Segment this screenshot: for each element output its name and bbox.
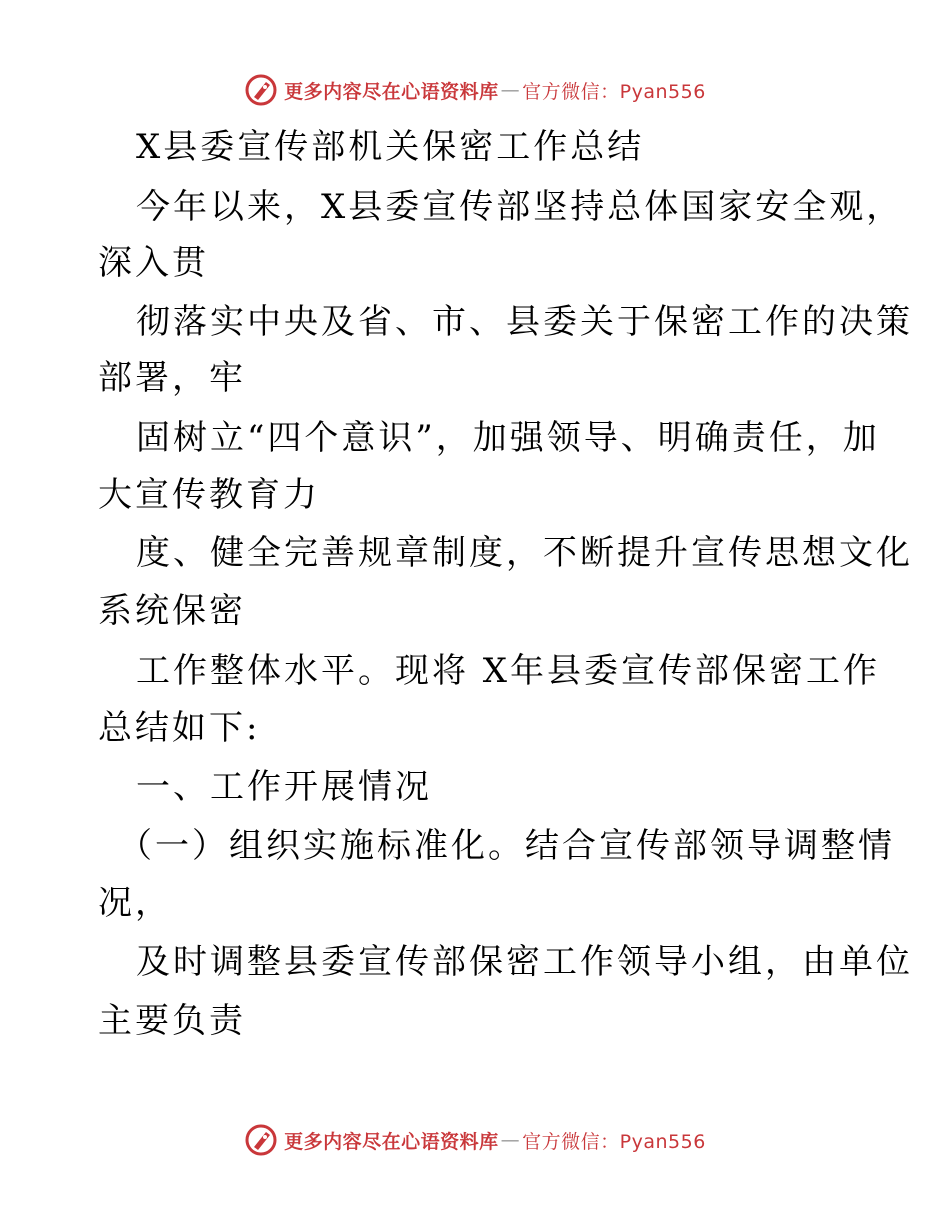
paragraph-line: 系统保密 [98, 591, 246, 631]
document-title: X县委宣传部机关保密工作总结 [136, 127, 645, 167]
section-heading: 一、工作开展情况 [136, 767, 432, 807]
paragraph-line: 况， [98, 883, 172, 923]
watermark-sub-text: 官方微信：Pyan556 [522, 1130, 706, 1153]
paragraph-line: 工作整体水平。现将 X年县委宣传部保密工作 [136, 651, 881, 691]
watermark-dash: — [500, 1129, 521, 1151]
paragraph-line: 部署，牢 [98, 358, 246, 398]
paragraph-line: 总结如下: [98, 708, 261, 748]
paragraph-line: 度、健全完善规章制度，不断提升宣传思想文化 [136, 533, 913, 573]
pen-nib-logo-icon [244, 1123, 278, 1157]
paragraph-line: 主要负责 [98, 1001, 246, 1041]
paragraph-line: 大宣传教育力 [98, 475, 320, 515]
subsection-line: （一）组织实施标准化。结合宣传部领导调整情 [118, 826, 895, 866]
paragraph-line: 固树立“四个意识”，加强领导、明确责任，加 [136, 418, 880, 458]
footer-watermark [0, 1120, 950, 1160]
watermark-main-text: 更多内容尽在心语资料库 [284, 1130, 499, 1153]
watermark-main-text: 更多内容尽在心语资料库 [284, 80, 499, 103]
paragraph-line: 深入贯 [98, 243, 209, 283]
paragraph-line: 及时调整县委宣传部保密工作领导小组，由单位 [136, 942, 913, 982]
watermark-sub-text: 官方微信：Pyan556 [522, 80, 706, 103]
paragraph-line: 今年以来，X县委宣传部坚持总体国家安全观， [136, 187, 904, 227]
paragraph-line: 彻落实中央及省、市、县委关于保密工作的决策 [136, 302, 913, 342]
watermark-dash: — [500, 79, 521, 101]
